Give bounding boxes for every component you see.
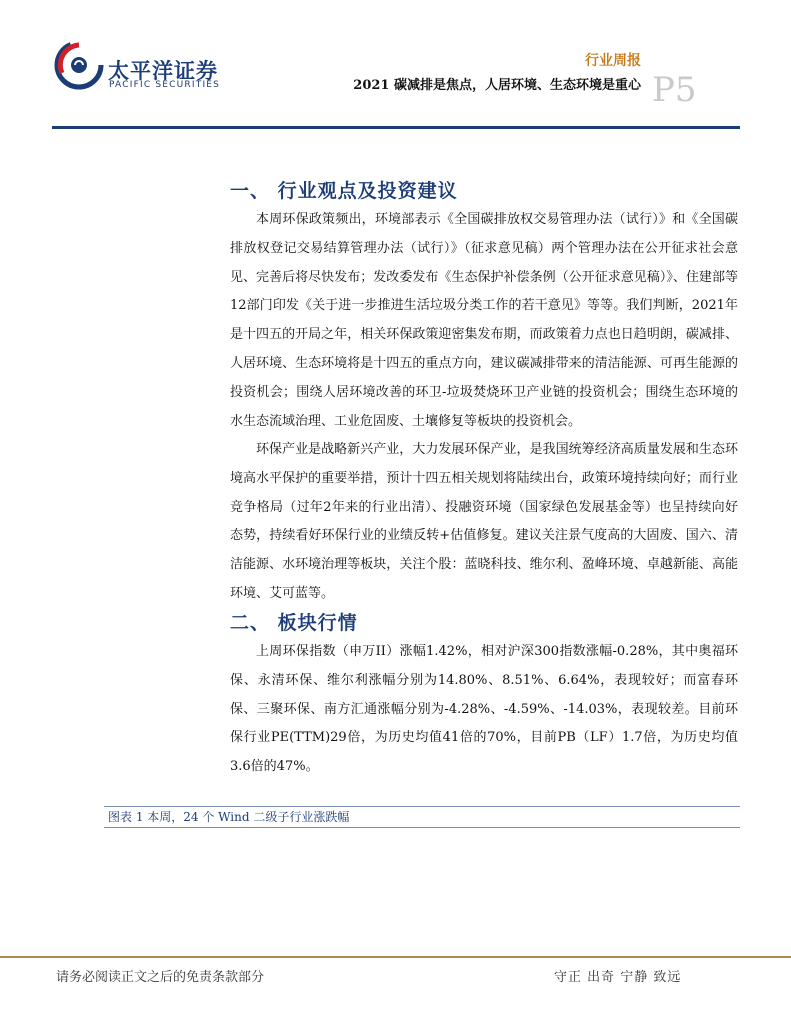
section-title-market-performance: 二、 板块行情	[230, 612, 358, 634]
logo-chinese-name: 太平洋证券	[108, 59, 218, 83]
page-number: P5	[652, 70, 697, 110]
logo-english-name: PACIFIC SECURITIES	[109, 80, 221, 90]
section-title-industry-view: 一、 行业观点及投资建议	[230, 180, 458, 202]
pacific-securities-logo	[54, 40, 104, 90]
header-divider	[52, 126, 740, 129]
report-type: 行业周报	[585, 53, 641, 69]
report-title: 2021 碳减排是焦点，人居环境、生态环境是重心	[353, 78, 641, 93]
paragraph-policy-summary: 本周环保政策频出，环境部表示《全国碳排放权交易管理办法（试行）》和《全国碳排放权登记交易结算管理办法（试行）》（征求意见稿）两个管理办法在公开征求社会意见、完善后将尽快发布；发改委发布《生态保护补偿条例（公开征求意见稿）》、住建部等12部门印发《关于进一步推进生活垃圾分类工作的若干意见》等等。我们判断，2021年是十四五的开局之年，相关环保政策迎密集发布期，而政策着力点也日趋明朗，碳减排、人居环境、生态环境将是十四五的重点方向，建议碳减排带来的清洁能源、可再生能源的投资机会；围绕人居环境改善的环卫-垃圾焚烧环卫产业链的投资机会；围绕生态环境的水生态流域治理、工业危固废、土壤修复等板块的投资机会。	[230, 212, 738, 429]
figure-caption: 图表 1 本周，24 个 Wind 二级子行业涨跌幅	[104, 806, 740, 828]
paragraph-index-performance: 上周环保指数（申万II）涨幅1.42%，相对沪深300指数涨幅-0.28%，其中奥福环保、永清环保、维尔利涨幅分别为14.80%、8.51%、6.64%，表现较好；而富春环保、三聚环保、南方汇通涨幅分别为-4.28%、-4.59%、-14.03%，表现较差。目前环保行业PE(TTM)29倍，为历史均值41倍的70%，目前PB（LF）1.7倍，为历史均值3.6倍的47%。	[230, 644, 738, 775]
footer-disclaimer: 请务必阅读正文之后的免责条款部分	[56, 970, 265, 985]
paragraph-industry-outlook: 环保产业是战略新兴产业，大力发展环保产业，是我国统筹经济高质量发展和生态环境高水平保护的重要举措，预计十四五相关规划将陆续出台，政策环境持续向好；而行业竞争格局（过年2年来的行业出清）、投融资环境（国家绿色发展基金等）也呈持续向好态势，持续看好环保行业的业绩反转+估值修复。建议关注景气度高的大固废、国六、清洁能源、水环境治理等板块，关注个股：蓝晓科技、维尔利、盈峰环境、卓越新能、高能环境、艾可蓝等。	[230, 442, 738, 601]
footer-motto: 守正 出奇 宁静 致远	[554, 970, 682, 985]
footer-divider	[0, 956, 791, 958]
